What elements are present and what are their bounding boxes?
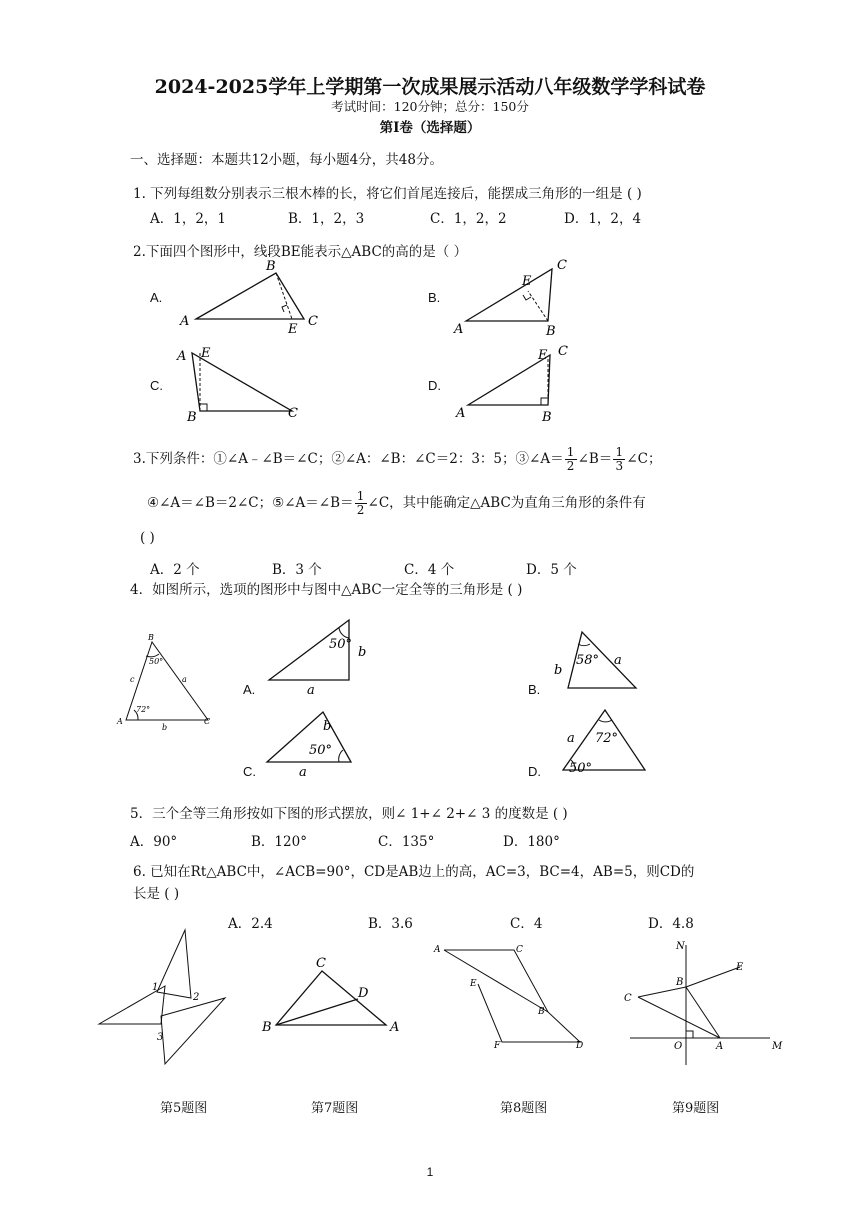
q4-label-d: D.	[528, 764, 541, 779]
svg-text:50°: 50°	[569, 761, 593, 776]
svg-text:3: 3	[157, 1032, 164, 1043]
svg-text:C: C	[557, 258, 567, 273]
caption-fig8: 第8题图	[500, 1101, 548, 1116]
q5-option-c: C．135°	[378, 834, 435, 850]
svg-text:50°: 50°	[309, 743, 333, 758]
svg-text:72°: 72°	[595, 731, 619, 746]
svg-text:C: C	[624, 993, 632, 1004]
q6-option-a: A．2.4	[228, 916, 273, 932]
q2-figure-a	[170, 255, 330, 340]
svg-text:B: B	[148, 633, 154, 642]
svg-text:A: A	[177, 349, 187, 364]
q3-line2: ④∠A＝∠B＝2∠C；⑤∠A＝∠B＝ $\frac{1}{2}$ ∠C，其中能确定△ABC为直角三角形的条件有	[147, 489, 646, 517]
q2-figure-b	[452, 255, 582, 340]
svg-text:N: N	[676, 941, 685, 952]
svg-text:B: B	[266, 259, 276, 274]
svg-text:A: A	[456, 406, 466, 421]
q2-figure-d	[452, 345, 582, 425]
svg-text:M: M	[772, 1041, 783, 1052]
svg-text:B: B	[542, 410, 552, 425]
q2-label-b: B.	[428, 290, 441, 305]
q4-label-c: C.	[243, 764, 256, 779]
q6-line1: 6. 已知在Rt△ABC中，∠ACB=90°，CD是AB边上的高，AC=3，BC=4，AB=5，则CD的	[133, 864, 695, 880]
q5-option-d: D．180°	[503, 834, 560, 850]
svg-text:1: 1	[152, 982, 159, 993]
q4-label-a: A.	[243, 682, 256, 697]
caption-fig5: 第5题图	[160, 1101, 208, 1116]
page-number: 1	[426, 1165, 434, 1179]
q4-option-c-figure	[265, 706, 375, 781]
svg-text:B: B	[546, 324, 556, 339]
svg-text:C: C	[516, 945, 523, 955]
q4-option-a-figure	[265, 616, 385, 696]
svg-text:b: b	[554, 663, 563, 678]
q5-stem: 5．三个全等三角形按如下图的形式摆放，则∠ 1+∠ 2+∠ 3 的度数是 ( )	[130, 806, 568, 822]
svg-text:a: a	[182, 675, 187, 684]
svg-text:a: a	[614, 653, 622, 668]
svg-text:72°: 72°	[136, 705, 151, 714]
svg-text:58°: 58°	[576, 653, 600, 668]
q1-option-a: A．1，2，1	[150, 211, 227, 227]
exam-info: 考试时间：120分钟；总分：150分	[331, 99, 529, 114]
svg-text:E: E	[538, 348, 548, 363]
svg-text:F: F	[494, 1041, 501, 1051]
q2-figure-c	[172, 345, 312, 425]
svg-text:D: D	[576, 1041, 584, 1051]
q1-option-c: C．1，2，2	[430, 211, 507, 227]
svg-text:B: B	[187, 410, 197, 425]
q6-option-c: C．4	[510, 916, 543, 932]
q4-option-b-figure	[550, 624, 650, 694]
svg-text:A: A	[434, 945, 441, 955]
svg-text:D: D	[358, 986, 369, 1001]
q6-line2: 长是 ( )	[133, 886, 180, 902]
svg-text:50°: 50°	[149, 657, 164, 666]
svg-text:a: a	[307, 683, 315, 698]
svg-text:A: A	[716, 1041, 724, 1052]
svg-text:a: a	[299, 765, 307, 780]
caption-fig7: 第7题图	[311, 1101, 359, 1116]
svg-text:B: B	[676, 977, 684, 988]
q2-label-a: A.	[150, 290, 163, 305]
q1-option-d: D．1，2，4	[564, 211, 642, 227]
q5-option-a: A．90°	[130, 834, 178, 850]
svg-text:A: A	[180, 314, 190, 329]
q3-frac-2: $\frac{1}{3}$	[613, 446, 625, 473]
q4-stem: 4．如图所示，选项的图形中与图中△ABC一定全等的三角形是 ( )	[130, 582, 523, 598]
q6-option-d: D．4.8	[648, 916, 694, 932]
q3-frac-1: $\frac{1}{2}$	[565, 446, 577, 473]
volume-title: 第Ⅰ卷（选择题）	[379, 120, 481, 136]
q4-reference-triangle	[112, 630, 222, 735]
q1-option-b: B．1，2，3	[288, 211, 365, 227]
q3-option-b: B．3 个	[272, 562, 322, 578]
q3-paren: ( )	[140, 530, 155, 546]
q4-option-d-figure	[555, 706, 655, 781]
svg-text:b: b	[162, 723, 168, 732]
figure-9	[620, 935, 790, 1070]
svg-text:E: E	[470, 979, 477, 989]
svg-text:E: E	[288, 322, 298, 337]
svg-text:C: C	[288, 406, 298, 421]
svg-text:50°: 50°	[329, 637, 353, 652]
q3-frac-3: $\frac{1}{2}$	[355, 490, 367, 517]
q4-label-b: B.	[528, 682, 541, 697]
q2-label-c: C.	[150, 378, 163, 393]
svg-text:O: O	[674, 1041, 683, 1052]
page-title: 2024-2025学年上学期第一次成果展示活动八年级数学学科试卷	[154, 76, 706, 98]
q3-line1: 3.下列条件：①∠A﹣∠B＝∠C；②∠A：∠B：∠C＝2：3：5；③∠A＝ $\frac{1}{2}$ ∠B＝ $\frac{1}{3}$ ∠C；	[133, 445, 662, 473]
svg-text:C: C	[308, 314, 318, 329]
svg-text:2: 2	[193, 992, 200, 1003]
svg-text:b: b	[358, 645, 367, 660]
svg-text:B: B	[262, 1020, 272, 1035]
caption-fig9: 第9题图	[672, 1101, 720, 1116]
svg-text:C: C	[204, 717, 211, 726]
svg-text:C: C	[316, 956, 326, 971]
svg-text:A: A	[390, 1020, 400, 1035]
q6-option-b: B．3.6	[368, 916, 413, 932]
svg-text:C: C	[558, 344, 568, 359]
figure-7	[260, 955, 410, 1035]
svg-text:E: E	[201, 346, 211, 361]
q1-stem: 1. 下列每组数分别表示三根木棒的长，将它们首尾连接后，能摆成三角形的一组是 ( )	[133, 186, 642, 202]
svg-text:E: E	[522, 274, 532, 289]
q2-label-d: D.	[428, 378, 441, 393]
q2-stem: 2.下面四个图形中，线段BE能表示△ABC的高的是（ ）	[133, 244, 468, 260]
q5-option-b: B．120°	[251, 834, 307, 850]
figure-5	[95, 928, 230, 1068]
section-heading: 一、选择题：本题共12小题，每小题4分，共48分。	[130, 152, 443, 168]
svg-text:b: b	[323, 719, 332, 734]
q3-option-d: D．5 个	[526, 562, 577, 578]
svg-text:a: a	[567, 731, 575, 746]
svg-text:E: E	[736, 962, 744, 973]
q3-option-c: C．4 个	[404, 562, 455, 578]
q3-option-a: A．2 个	[150, 562, 200, 578]
svg-text:A: A	[117, 717, 123, 726]
svg-text:A: A	[454, 322, 464, 337]
figure-8	[430, 938, 590, 1050]
svg-text:c: c	[130, 675, 135, 684]
svg-text:B: B	[538, 1007, 545, 1017]
